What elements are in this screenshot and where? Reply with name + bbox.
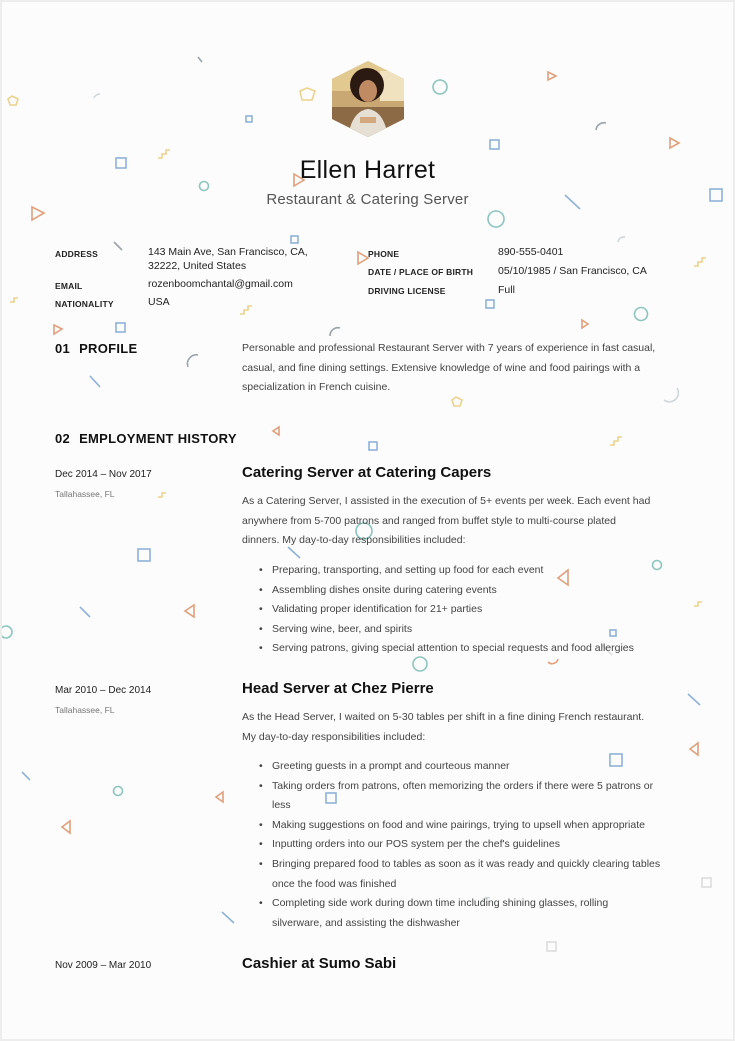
profile-number: 01 [55, 341, 71, 356]
profile-photo [332, 61, 404, 137]
job-2-summary [242, 708, 682, 747]
phone-value: 890-555-0401 [498, 246, 564, 258]
address-label: ADDRESS [55, 249, 98, 259]
dob-label: DATE / PLACE OF BIRTH [368, 267, 474, 277]
employment-heading-text: EMPLOYMENT HISTORY [79, 431, 237, 446]
job-2-responsibilities [242, 757, 717, 933]
phone-label: PHONE [368, 249, 400, 259]
job-2-title: Head Server at Chez Pierre [242, 680, 434, 697]
email-label: EMAIL [55, 281, 83, 291]
employment-number: 02 [55, 431, 71, 446]
job-1-dates: Dec 2014 – Nov 2017 [55, 469, 152, 480]
list-item: • Serving wine, beer, and spirits [272, 620, 717, 640]
list-item-line: • Taking orders from patrons, often memorizing the orders if there were 5 patrons or [272, 779, 654, 792]
job-1-summary-line: dinners. My day-to-day responsibilities included: [242, 534, 466, 547]
address-line-1: 143 Main Ave, San Francisco, CA, [148, 246, 308, 258]
job-title: Restaurant & Catering Server [266, 191, 469, 208]
list-item-line: once the food was finished [272, 877, 397, 890]
job-2-location: Tallahassee, FL [55, 705, 115, 715]
list-item: • Making suggestions on food and wine pairings, trying to upsell when appropriate [272, 816, 717, 836]
job-3-dates: Nov 2009 – Mar 2010 [55, 960, 152, 971]
list-item: • Greeting guests in a prompt and courteous manner [272, 757, 717, 777]
job-2-summary-line: As the Head Server, I waited on 5-30 tables per shift in a fine dining French restaurant. [242, 711, 645, 723]
nationality-label: NATIONALITY [55, 299, 114, 309]
nationality-value: USA [148, 296, 170, 308]
resume-page [2, 2, 733, 1039]
dob-value: 05/10/1985 / San Francisco, CA [498, 265, 647, 277]
list-item-line: silverware, and assisting the dishwasher [272, 916, 460, 929]
job-3-title: Cashier at Sumo Sabi [242, 955, 397, 972]
page-cutoff [2, 976, 733, 1039]
list-item: • Validating proper identification for 21+ parties [272, 600, 717, 620]
job-1-title: Catering Server at Catering Capers [242, 464, 492, 481]
job-1-summary [242, 492, 682, 551]
job-2-dates: Mar 2010 – Dec 2014 [55, 685, 152, 696]
job-1-responsibilities [242, 561, 717, 659]
profile-heading [55, 341, 138, 356]
job-1-location: Tallahassee, FL [55, 489, 115, 499]
profile-line: specialization in French cuisine. [242, 381, 391, 394]
list-item: • Preparing, transporting, and setting up food for each event [272, 561, 717, 581]
list-item [272, 855, 717, 894]
profile-heading-text: PROFILE [79, 341, 138, 356]
license-value: Full [498, 284, 515, 296]
license-label: DRIVING LICENSE [368, 286, 446, 296]
list-item: • Inputting orders into our POS system per the chef's guidelines [272, 835, 717, 855]
address-line-2: 32222, United States [148, 260, 247, 272]
profile-line: Personable and professional Restaurant Server with 7 years of experience in fast casual, [242, 342, 656, 354]
list-item [272, 777, 717, 816]
list-item-line: less [272, 799, 291, 812]
list-item-line: • Completing side work during down time including shining glasses, rolling [272, 897, 609, 910]
list-item [272, 894, 717, 933]
job-2-summary-line: My day-to-day responsibilities included: [242, 730, 426, 743]
email-value: rozenboomchantal@gmail.com [148, 278, 293, 290]
employment-heading [55, 431, 237, 446]
job-1-summary-line: anywhere from 5-700 patrons and ranged from buffet style to multi-course plated [242, 514, 616, 527]
profile-line: casual, and fine dining settings. Extensive knowledge of wine and food pairings with a [242, 361, 641, 374]
list-item-line: • Bringing prepared food to tables as soon as it was ready and quickly clearing tables [272, 857, 661, 870]
job-1-summary-line: As a Catering Server, I assisted in the execution of 5+ events per week. Each event had [242, 495, 651, 507]
profile-text [242, 339, 682, 398]
list-item: • Assembling dishes onsite during catering events [272, 581, 717, 601]
list-item: • Serving patrons, giving special attention to special requests and food allergies [272, 639, 717, 659]
candidate-name: Ellen Harret [299, 156, 436, 184]
